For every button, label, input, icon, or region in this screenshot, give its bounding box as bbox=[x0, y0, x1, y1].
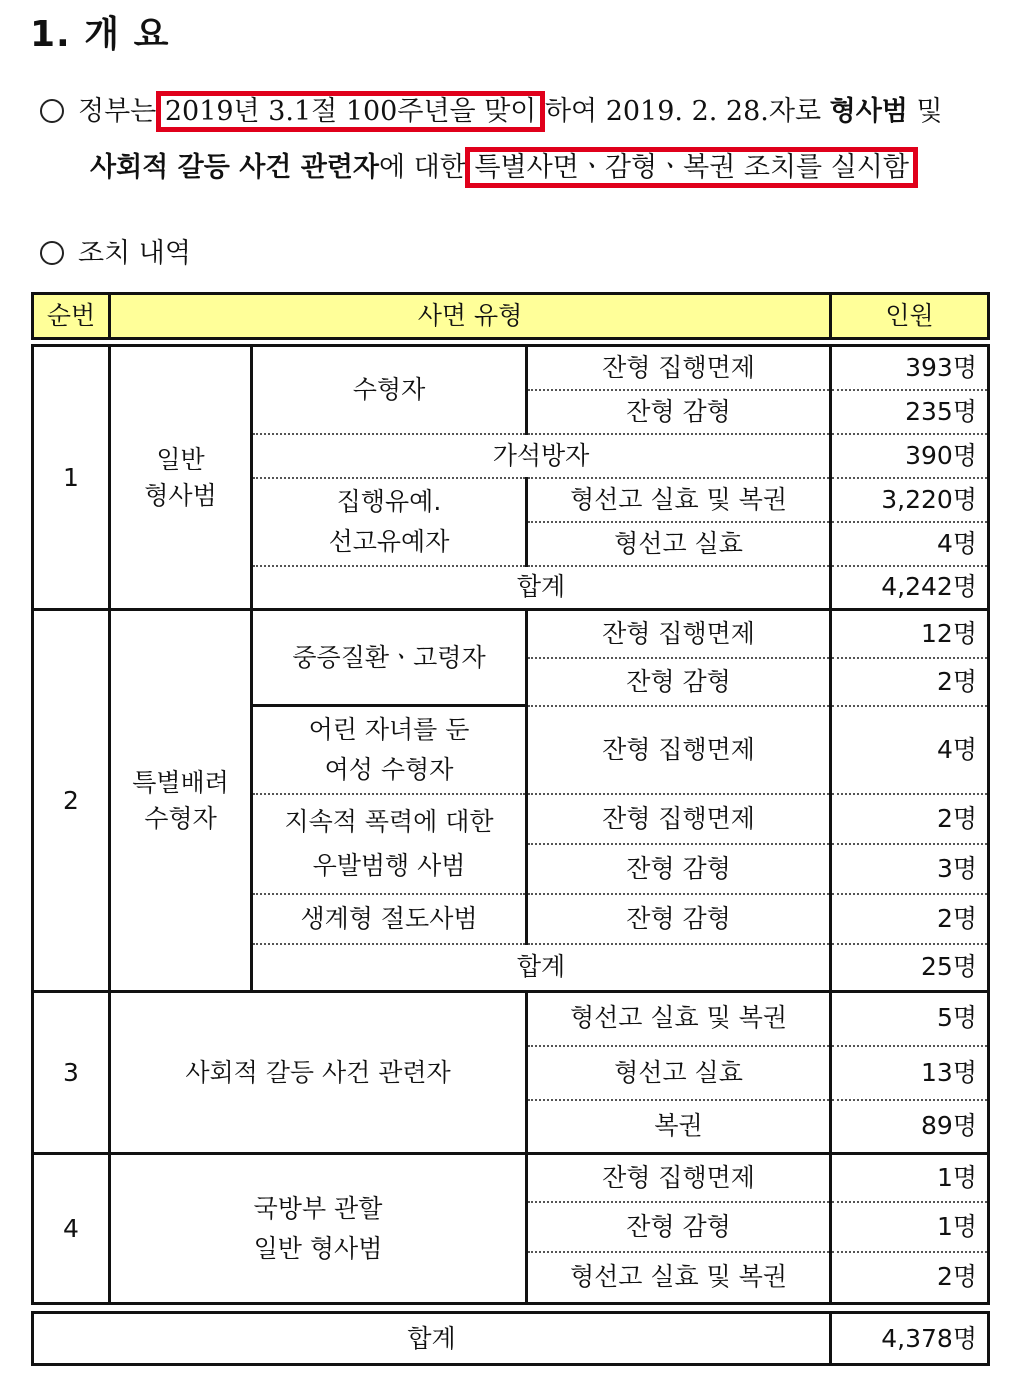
person-count: 12명 bbox=[831, 610, 989, 658]
total-label: 합계 bbox=[33, 1313, 831, 1365]
measures-label: 조치 내역 bbox=[78, 238, 191, 269]
subtotal-count: 25명 bbox=[831, 944, 989, 992]
highlight-measures: 특별사면ㆍ감형ㆍ복권 조치를 실시함 bbox=[465, 147, 917, 188]
person-count: 2명 bbox=[831, 894, 989, 944]
header-type: 사면 유형 bbox=[110, 294, 831, 339]
measure-type: 복권 bbox=[527, 1100, 831, 1154]
person-count: 2명 bbox=[831, 794, 989, 844]
circle-bullet-icon bbox=[40, 99, 64, 123]
intro-mid: 하여 2019. 2. 28.자로 bbox=[544, 96, 822, 127]
person-count: 3명 bbox=[831, 844, 989, 894]
person-count: 4명 bbox=[831, 522, 989, 566]
measure-type: 형선고 실효 및 복권 bbox=[527, 992, 831, 1046]
highlight-anniversary: 2019년 3.1절 100주년을 맞이 bbox=[156, 91, 546, 132]
person-count: 1명 bbox=[831, 1154, 989, 1202]
measure-type: 잔형 감형 bbox=[527, 894, 831, 944]
circle-bullet-icon bbox=[40, 241, 64, 265]
subtype: 지속적 폭력에 대한 우발범행 사범 bbox=[252, 794, 527, 894]
measure-type: 형선고 실효 bbox=[527, 1046, 831, 1100]
table-row bbox=[33, 610, 989, 658]
section-heading: 1. 개 요 bbox=[30, 14, 170, 55]
pardon-table bbox=[31, 292, 990, 1366]
group-number: 3 bbox=[33, 992, 110, 1154]
subtype: 생계형 절도사범 bbox=[252, 894, 527, 944]
person-count: 3,220명 bbox=[831, 478, 989, 522]
total-count: 4,378명 bbox=[831, 1313, 989, 1365]
person-count: 1명 bbox=[831, 1202, 989, 1252]
measure-type: 잔형 감형 bbox=[527, 658, 831, 706]
measure-type: 형선고 실효 및 복권 bbox=[527, 1252, 831, 1304]
measure-type: 잔형 감형 bbox=[527, 390, 831, 434]
person-count: 2명 bbox=[831, 1252, 989, 1304]
subtotal-count: 4,242명 bbox=[831, 566, 989, 610]
table-row-total bbox=[33, 1313, 989, 1365]
person-count: 393명 bbox=[831, 346, 989, 390]
subtotal-label: 합계 bbox=[252, 566, 831, 610]
table-row bbox=[33, 1154, 989, 1202]
person-count: 5명 bbox=[831, 992, 989, 1046]
measure-type: 형선고 실효 및 복권 bbox=[527, 478, 831, 522]
subtype: 집행유예. 선고유예자 bbox=[252, 478, 527, 566]
subtype: 어린 자녀를 둔 여성 수형자 bbox=[252, 706, 527, 794]
person-count: 235명 bbox=[831, 390, 989, 434]
person-count: 13명 bbox=[831, 1046, 989, 1100]
measure-type: 잔형 감형 bbox=[527, 1202, 831, 1252]
group-number: 4 bbox=[33, 1154, 110, 1304]
group-number: 1 bbox=[33, 346, 110, 610]
measure-type: 잔형 집행면제 bbox=[527, 610, 831, 658]
measure-type: 잔형 집행면제 bbox=[527, 794, 831, 844]
subtype: 수형자 bbox=[252, 346, 527, 434]
table-row bbox=[33, 346, 989, 390]
group-category: 사회적 갈등 사건 관련자 bbox=[110, 992, 527, 1154]
person-count: 4명 bbox=[831, 706, 989, 794]
header-no: 순번 bbox=[33, 294, 110, 339]
person-count: 89명 bbox=[831, 1100, 989, 1154]
person-count: 390명 bbox=[831, 434, 989, 478]
intro-paragraph bbox=[40, 84, 1000, 196]
group-category: 일반 형사범 bbox=[110, 346, 252, 610]
measures-title bbox=[40, 226, 1000, 282]
subtype: 중증질환ㆍ고령자 bbox=[252, 610, 527, 706]
measure-type: 형선고 실효 bbox=[527, 522, 831, 566]
table-row bbox=[33, 992, 989, 1046]
intro-bold-conflict: 사회적 갈등 사건 관련자 bbox=[90, 152, 380, 183]
group-category: 국방부 관할 일반 형사범 bbox=[110, 1154, 527, 1304]
intro-bold-criminals: 형사범 bbox=[829, 96, 908, 127]
measure-type: 잔형 감형 bbox=[527, 844, 831, 894]
header-count: 인원 bbox=[831, 294, 989, 339]
table-header-row bbox=[33, 294, 989, 339]
intro-prefix: 정부는 bbox=[78, 96, 157, 127]
intro-and: 및 bbox=[916, 96, 943, 127]
group-number: 2 bbox=[33, 610, 110, 992]
subtotal-label: 합계 bbox=[252, 944, 831, 992]
intro-to: 에 대한 bbox=[379, 152, 466, 183]
person-count: 2명 bbox=[831, 658, 989, 706]
subtype: 가석방자 bbox=[252, 434, 831, 478]
measure-type: 잔형 집행면제 bbox=[527, 1154, 831, 1202]
measure-type: 잔형 집행면제 bbox=[527, 706, 831, 794]
measure-type: 잔형 집행면제 bbox=[527, 346, 831, 390]
group-category: 특별배려 수형자 bbox=[110, 610, 252, 992]
